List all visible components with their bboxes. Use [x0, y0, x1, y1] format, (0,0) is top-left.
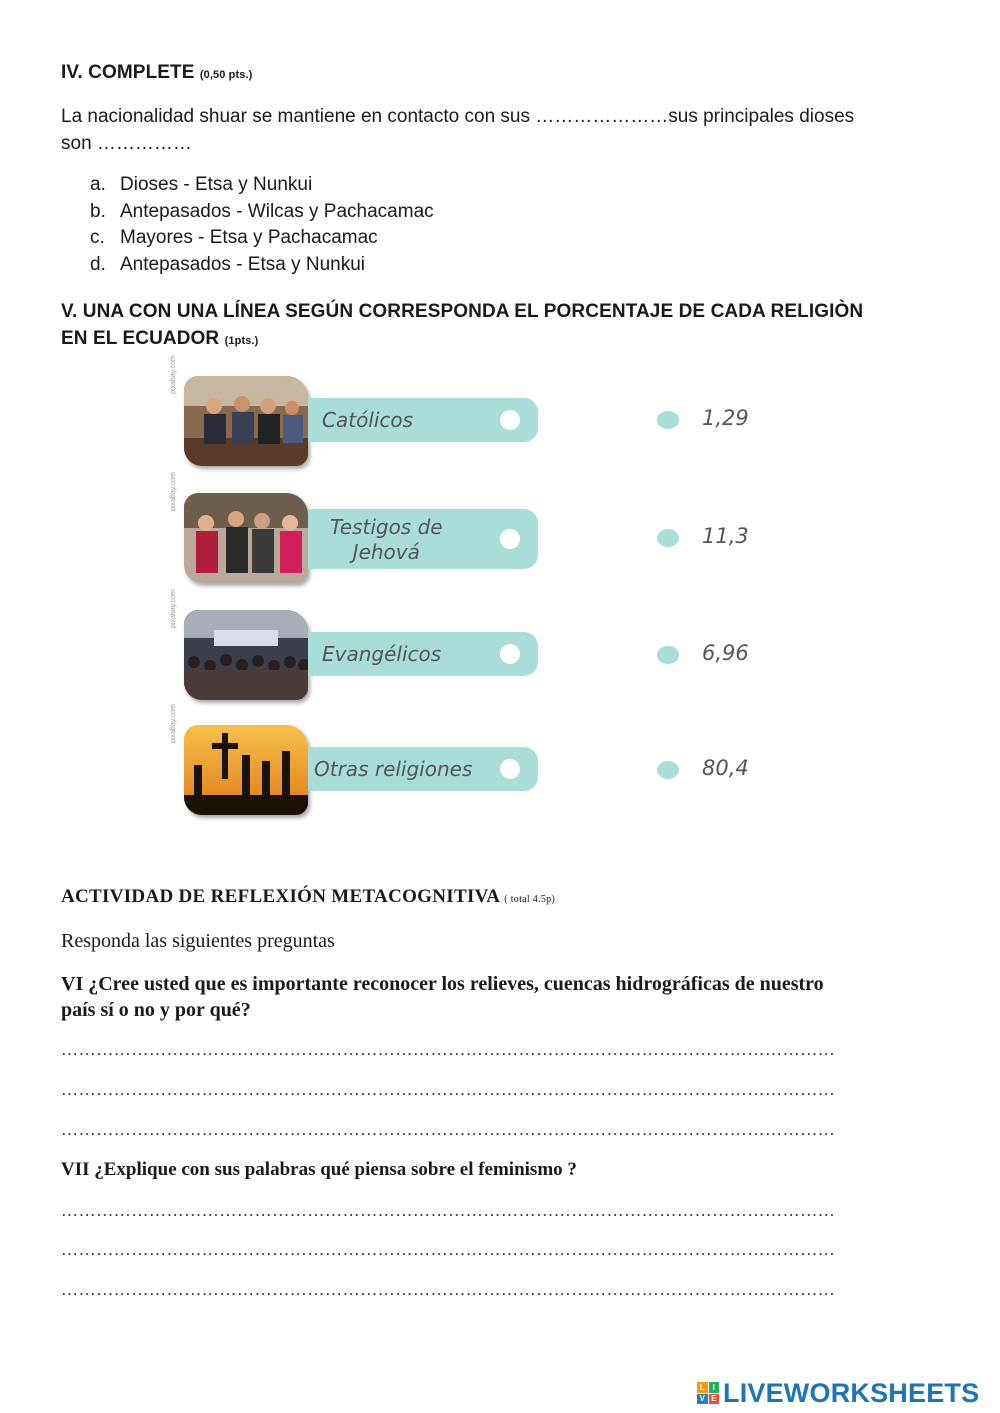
section-4-title: IV. COMPLETE — [61, 62, 195, 83]
section-5-title-line-2: EN EL ECUADOR (1pts.) — [61, 328, 259, 349]
religion-label-catolicos: Católicos — [322, 408, 414, 432]
answer-line-q6-1[interactable]: …………………………………………………………………………………………………………………… — [61, 1040, 836, 1059]
section-5-heading — [61, 298, 863, 355]
religion-row-evangelicos — [170, 589, 772, 710]
sentence-line-2: son …………… — [61, 133, 192, 154]
evangelicos-photo — [184, 610, 308, 700]
question-6-line-2: país sí o no y por qué? — [61, 999, 251, 1021]
answer-line-q7-2[interactable]: …………………………………………………………………………………………………………………… — [61, 1240, 836, 1259]
liveworksheets-logo-mark: L I V E — [697, 1382, 719, 1404]
religion-label-evangelicos: Evangélicos — [322, 642, 442, 666]
religion-label-testigos: Testigos de Jehová — [330, 515, 443, 564]
percentage-value-4: 80,4 — [702, 756, 749, 780]
pill-connector-dot[interactable] — [500, 644, 520, 664]
pill-otras[interactable] — [308, 747, 538, 791]
otras-religiones-photo — [184, 725, 308, 815]
option-b[interactable]: b. Antepasados - Wilcas y Pachacamac — [90, 200, 434, 222]
section-5-points: (1pts.) — [224, 335, 259, 347]
question-7: VII ¿Explique con sus palabras qué piensa sobre el feminismo ? — [61, 1159, 577, 1180]
percentage-connector-dot[interactable] — [657, 411, 679, 429]
section-4-heading — [61, 62, 252, 84]
religion-row-testigos — [170, 472, 772, 593]
photo-credit: pixabay.com — [170, 472, 177, 511]
religion-row-otras — [170, 704, 772, 825]
pill-catolicos[interactable] — [308, 398, 538, 442]
photo-credit: pixabay.com — [170, 589, 177, 628]
percentage-connector-dot[interactable] — [657, 761, 679, 779]
testigos-photo — [184, 493, 308, 583]
percentage-connector-dot[interactable] — [657, 529, 679, 547]
percentage-connector-dot[interactable] — [657, 646, 679, 664]
percentage-value-3: 6,96 — [702, 641, 749, 665]
reflection-instruction: Responda las siguientes preguntas — [61, 930, 335, 952]
catolicos-photo — [184, 376, 308, 466]
sentence-line-1: La nacionalidad shuar se mantiene en contacto con sus …………………sus principales dioses — [61, 106, 855, 127]
question-6-line-1: VI ¿Cree usted que es importante reconocer los relieves, cuencas hidrográficas de nuestro — [61, 973, 824, 995]
option-c[interactable]: c. Mayores - Etsa y Pachacamac — [90, 227, 378, 248]
religion-label-otras: Otras religiones — [314, 757, 473, 781]
answer-line-q6-2[interactable]: …………………………………………………………………………………………………………………… — [61, 1080, 836, 1099]
photo-credit: pixabay.com — [170, 355, 177, 394]
pill-connector-dot[interactable] — [500, 529, 520, 549]
reflection-total: ( total 4.5p) — [504, 894, 556, 905]
option-a[interactable]: a. Dioses - Etsa y Nunkui — [90, 174, 313, 195]
percentage-value-2: 11,3 — [702, 524, 749, 548]
religion-row-catolicos — [170, 355, 772, 476]
pill-testigos[interactable] — [308, 509, 538, 569]
section-4-sentence — [61, 103, 941, 157]
section-5-title-line-1: V. UNA CON UNA LÍNEA SEGÚN CORRESPONDA EL PORCENTAJE DE CADA RELIGIÒN — [61, 301, 864, 322]
answer-line-q7-1[interactable]: …………………………………………………………………………………………………………………… — [61, 1201, 836, 1220]
percentage-value-1: 1,29 — [702, 406, 749, 430]
liveworksheets-logo[interactable] — [697, 1378, 979, 1408]
pill-connector-dot[interactable] — [500, 759, 520, 779]
section-4-points: (0,50 pts.) — [199, 69, 253, 81]
answer-line-q7-3[interactable]: …………………………………………………………………………………………………………………… — [61, 1280, 836, 1299]
section-4-options — [90, 172, 434, 278]
photo-credit: pixabay.com — [170, 704, 177, 743]
answer-line-q6-3[interactable]: …………………………………………………………………………………………………………………… — [61, 1120, 836, 1139]
question-6 — [61, 971, 941, 1023]
option-d[interactable]: d. Antepasados - Etsa y Nunkui — [90, 253, 366, 275]
liveworksheets-logo-text: LIVEWORKSHEETS — [723, 1377, 980, 1408]
reflection-heading — [61, 886, 555, 908]
reflection-title: ACTIVIDAD DE REFLEXIÓN METACOGNITIVA — [61, 886, 500, 907]
pill-evangelicos[interactable] — [308, 632, 538, 676]
pill-connector-dot[interactable] — [500, 410, 520, 430]
